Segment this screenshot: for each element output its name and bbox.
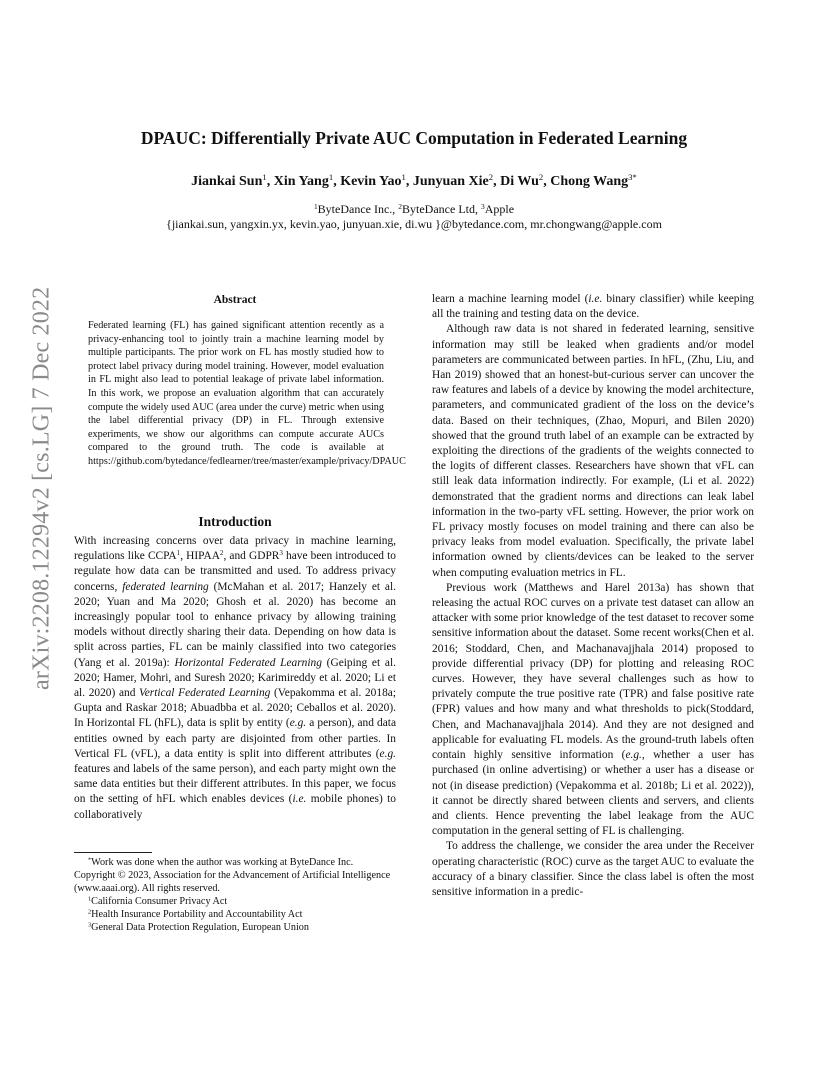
author-affiliation-mark: 2 (488, 172, 494, 183)
author-separator: , (405, 174, 413, 189)
author-emails: {jiankai.sun, yangxin.yx, kevin.yao, junyuan.xie, di.wu }@bytedance.com, mr.chongwang@apple.com (166, 217, 662, 231)
affiliation-mark: 2 (398, 201, 403, 211)
abstract-text: Federated learning (FL) has gained significant attention recently as a privacy-enhancing tool to jointly train a machine learning model by multiple participants. The prior work on FL has mostly studied how to protect label privacy during model training. However, model evaluation in FL might also lead to potential leakage of private label information. In this work, we propose an evaluation algorithm that can accurately compute the widely used AUC (area under the curve) metric when using the label differential privacy (DP) in FL. Through extensive experiments, we show our algorithms can compute accurate AUCs compared to the ground truth. The code is available at https://github.com/bytedance/fedlearner/tree/master/example/privacy/DPAUC (88, 320, 406, 467)
text-run: Previous work (Matthews and Harel 2013a) has shown that releasing the actual ROC curves on a private test dataset can allow an attacker with some prior knowledge of the test dataset to recover some sensitive information about the dataset. Some recent works(Chen et al. 2016; Stoddard, Chen, and Machanavajjhala 2014) proposed to provide differential privacy (DP) for plotting and releasing ROC curves. However, they have several challenges such as how to privately compute the true positive rate (TPR) and false positive rate (FPR) values and how many and what thresholds to pick(Stoddard, Chen, and Machanavajjhala 2014). And they are not designed and applicable for evaluating FL models. As the ground-truth labels often contain highly sensitive information ( (432, 581, 754, 762)
footnote-rule (74, 852, 152, 853)
author-separator: , (543, 174, 551, 189)
footnote-mark: * (88, 856, 92, 864)
footnote (74, 921, 396, 934)
footnote-text: General Data Protection Regulation, European Union (91, 922, 309, 933)
text-run: , whether a user has purchased (in online advertising) or whether a user has a disease or not (in disease prediction) (Vepakomma et al. 2018b; Li et al. 2022)), it cannot be directly shared between clients and servers, and clients and clients. Hence preventing the label leakage from the AUC computation in the general setting of FL is challenging. (432, 749, 754, 838)
emphasis: e.g. (379, 747, 396, 760)
footnote-mark: 2 (219, 549, 224, 558)
footnote-text: Health Insurance Portability and Accountability Act (91, 909, 303, 920)
text-run: binary classifier) while keeping all the training and testing data on the device. (432, 293, 754, 321)
footnote-text: California Consumer Privacy Act (91, 896, 228, 907)
emphasis: e.g. (625, 749, 642, 762)
text-run: , HIPAA (180, 550, 220, 563)
author-separator: , (493, 174, 501, 189)
text-run: , and GDPR (223, 550, 280, 563)
affiliation-line (60, 202, 768, 217)
intro-paragraph (74, 534, 396, 823)
author-separator: , (333, 174, 341, 189)
affiliation: Apple (484, 202, 515, 216)
footnote-mark: 2 (88, 908, 92, 916)
text-run: (Geiping et al. 2020; Hamer, Mohri, and Suresh 2020; Karimireddy et al. 2020; Li et al. 2020) and (74, 656, 396, 700)
author-affiliation-mark: 2 (538, 172, 544, 183)
text-run: have been introduced to regulate how data can be transmitted and used. To address privacy concerns, (74, 550, 396, 593)
author: Chong Wang (550, 174, 629, 189)
affiliation-mark: 1 (313, 201, 318, 211)
author-affiliation-mark: 3* (628, 172, 637, 183)
emphasis: federated learning (122, 580, 209, 593)
author: Kevin Yao (340, 174, 402, 189)
text-run: learn a machine learning model ( (432, 293, 589, 305)
text-run: a person), and data entities owned by each party are disjointed from other parties. In Vertical FL (vFL), a data entity is split into different attributes ( (74, 717, 397, 760)
author: Xin Yang (273, 174, 329, 189)
paragraph (432, 581, 754, 839)
author: Di Wu (500, 174, 539, 189)
author-separator: , (266, 174, 274, 189)
right-column-body (432, 292, 754, 900)
emphasis: Horizontal Federated Learning (174, 656, 322, 669)
paragraph: To address the challenge, we consider the area under the Receiver operating characteristic (ROC) curve as the target AUC to evaluate the accuracy of a binary classifier. Since the class label is often the most sensitive information in a predic- (432, 840, 754, 898)
footnotes (74, 856, 396, 934)
affiliation-mark: 3 (481, 201, 485, 211)
abstract-heading: Abstract (213, 294, 257, 306)
footnote (74, 908, 396, 921)
author-list (60, 174, 768, 190)
footnote (74, 895, 396, 908)
emphasis: i.e. (588, 293, 603, 305)
introduction-heading: Introduction (198, 514, 272, 529)
emphasis: i.e. (292, 793, 307, 806)
affiliations (60, 202, 768, 232)
text-run: features and labels of the same person), and each party might own the same data entities but their different attributes. In this paper, we focus on the setting of hFL which enables devices ( (74, 763, 396, 806)
paper-title: DPAUC: Differentially Private AUC Computation in Federated Learning (140, 128, 688, 148)
author-affiliation-mark: 1 (262, 172, 267, 183)
text-run: mobile phones) to collaboratively (74, 793, 396, 821)
footnote-mark: 3 (279, 549, 283, 558)
text-run: (Vepakomma et al. 2018a; Gupta and Raskar 2018; Abuadbba et al. 2020; Ceballos et al. 2020). In Horizontal FL (hFL), data is split by entity ( (74, 687, 396, 730)
emphasis: e.g. (289, 717, 307, 730)
footnote-mark: 1 (88, 895, 92, 903)
footnote (74, 856, 396, 869)
text-run: With increasing concerns over data privacy in machine learning, regulations like CCPA (74, 535, 396, 563)
author: Junyuan Xie (412, 174, 489, 189)
footnote-text: Work was done when the author was working at ByteDance Inc. (91, 857, 354, 868)
emphasis: Vertical Federated Learning (139, 687, 271, 700)
footnote-mark: 3 (88, 921, 92, 929)
paragraph: Although raw data is not shared in federated learning, sensitive information may still be leaked when gradients and/or model parameters are communicated between parties. In hFL, (Zhu, Liu, and Han 2019) showed that an honest-but-curious server can uncover the raw features and labels of a device by knowing the model architecture, parameters, and communicated gradient of the loss on the device’s data. Based on their techniques, (Zhao, Mopuri, and Bilen 2020) showed that the ground truth label of an example can be extracted by exploiting the directions of the gradients of the weights connected to the logits of different classes. Researchers have shown that vFL can still leak data information indirectly. For example, (Li et al. 2022) demonstrated that the gradient norms and directions can leak label information in the two-party vFL setting. However, the prior work on FL privacy mostly focuses on model training and there can also be privacy leaks from model evaluation. Specifically, the private label information owned by clients/devices can be leaked to the server when computing evaluation metrics in FL. (432, 323, 754, 579)
left-column-body (74, 534, 396, 823)
copyright-notice: Copyright © 2023, Association for the Advancement of Artificial Intelligence (www.aaai.org). All rights reserved. (74, 870, 391, 894)
author-affiliation-mark: 1 (328, 172, 334, 183)
paragraph (432, 292, 754, 322)
footnote-mark: 1 (176, 549, 181, 558)
affiliation: ByteDance Inc., (317, 202, 399, 216)
author: Jiankai Sun (191, 174, 263, 189)
author-affiliation-mark: 1 (401, 172, 406, 183)
arxiv-identifier: arXiv:2208.12294v2 [cs.LG] 7 Dec 2022 (28, 286, 55, 690)
text-run: (McMahan et al. 2017; Hanzely et al. 2020; Yuan and Ma 2020; Ghosh et al. 2020) has become an increasingly popular tool to enhance privacy by allowing training models without directly sharing their data. Depending on how data is split across parties, FL can be mainly classified into two categories (Yang et al. 2019a): (74, 580, 396, 669)
affiliation: ByteDance Ltd, (402, 202, 481, 216)
